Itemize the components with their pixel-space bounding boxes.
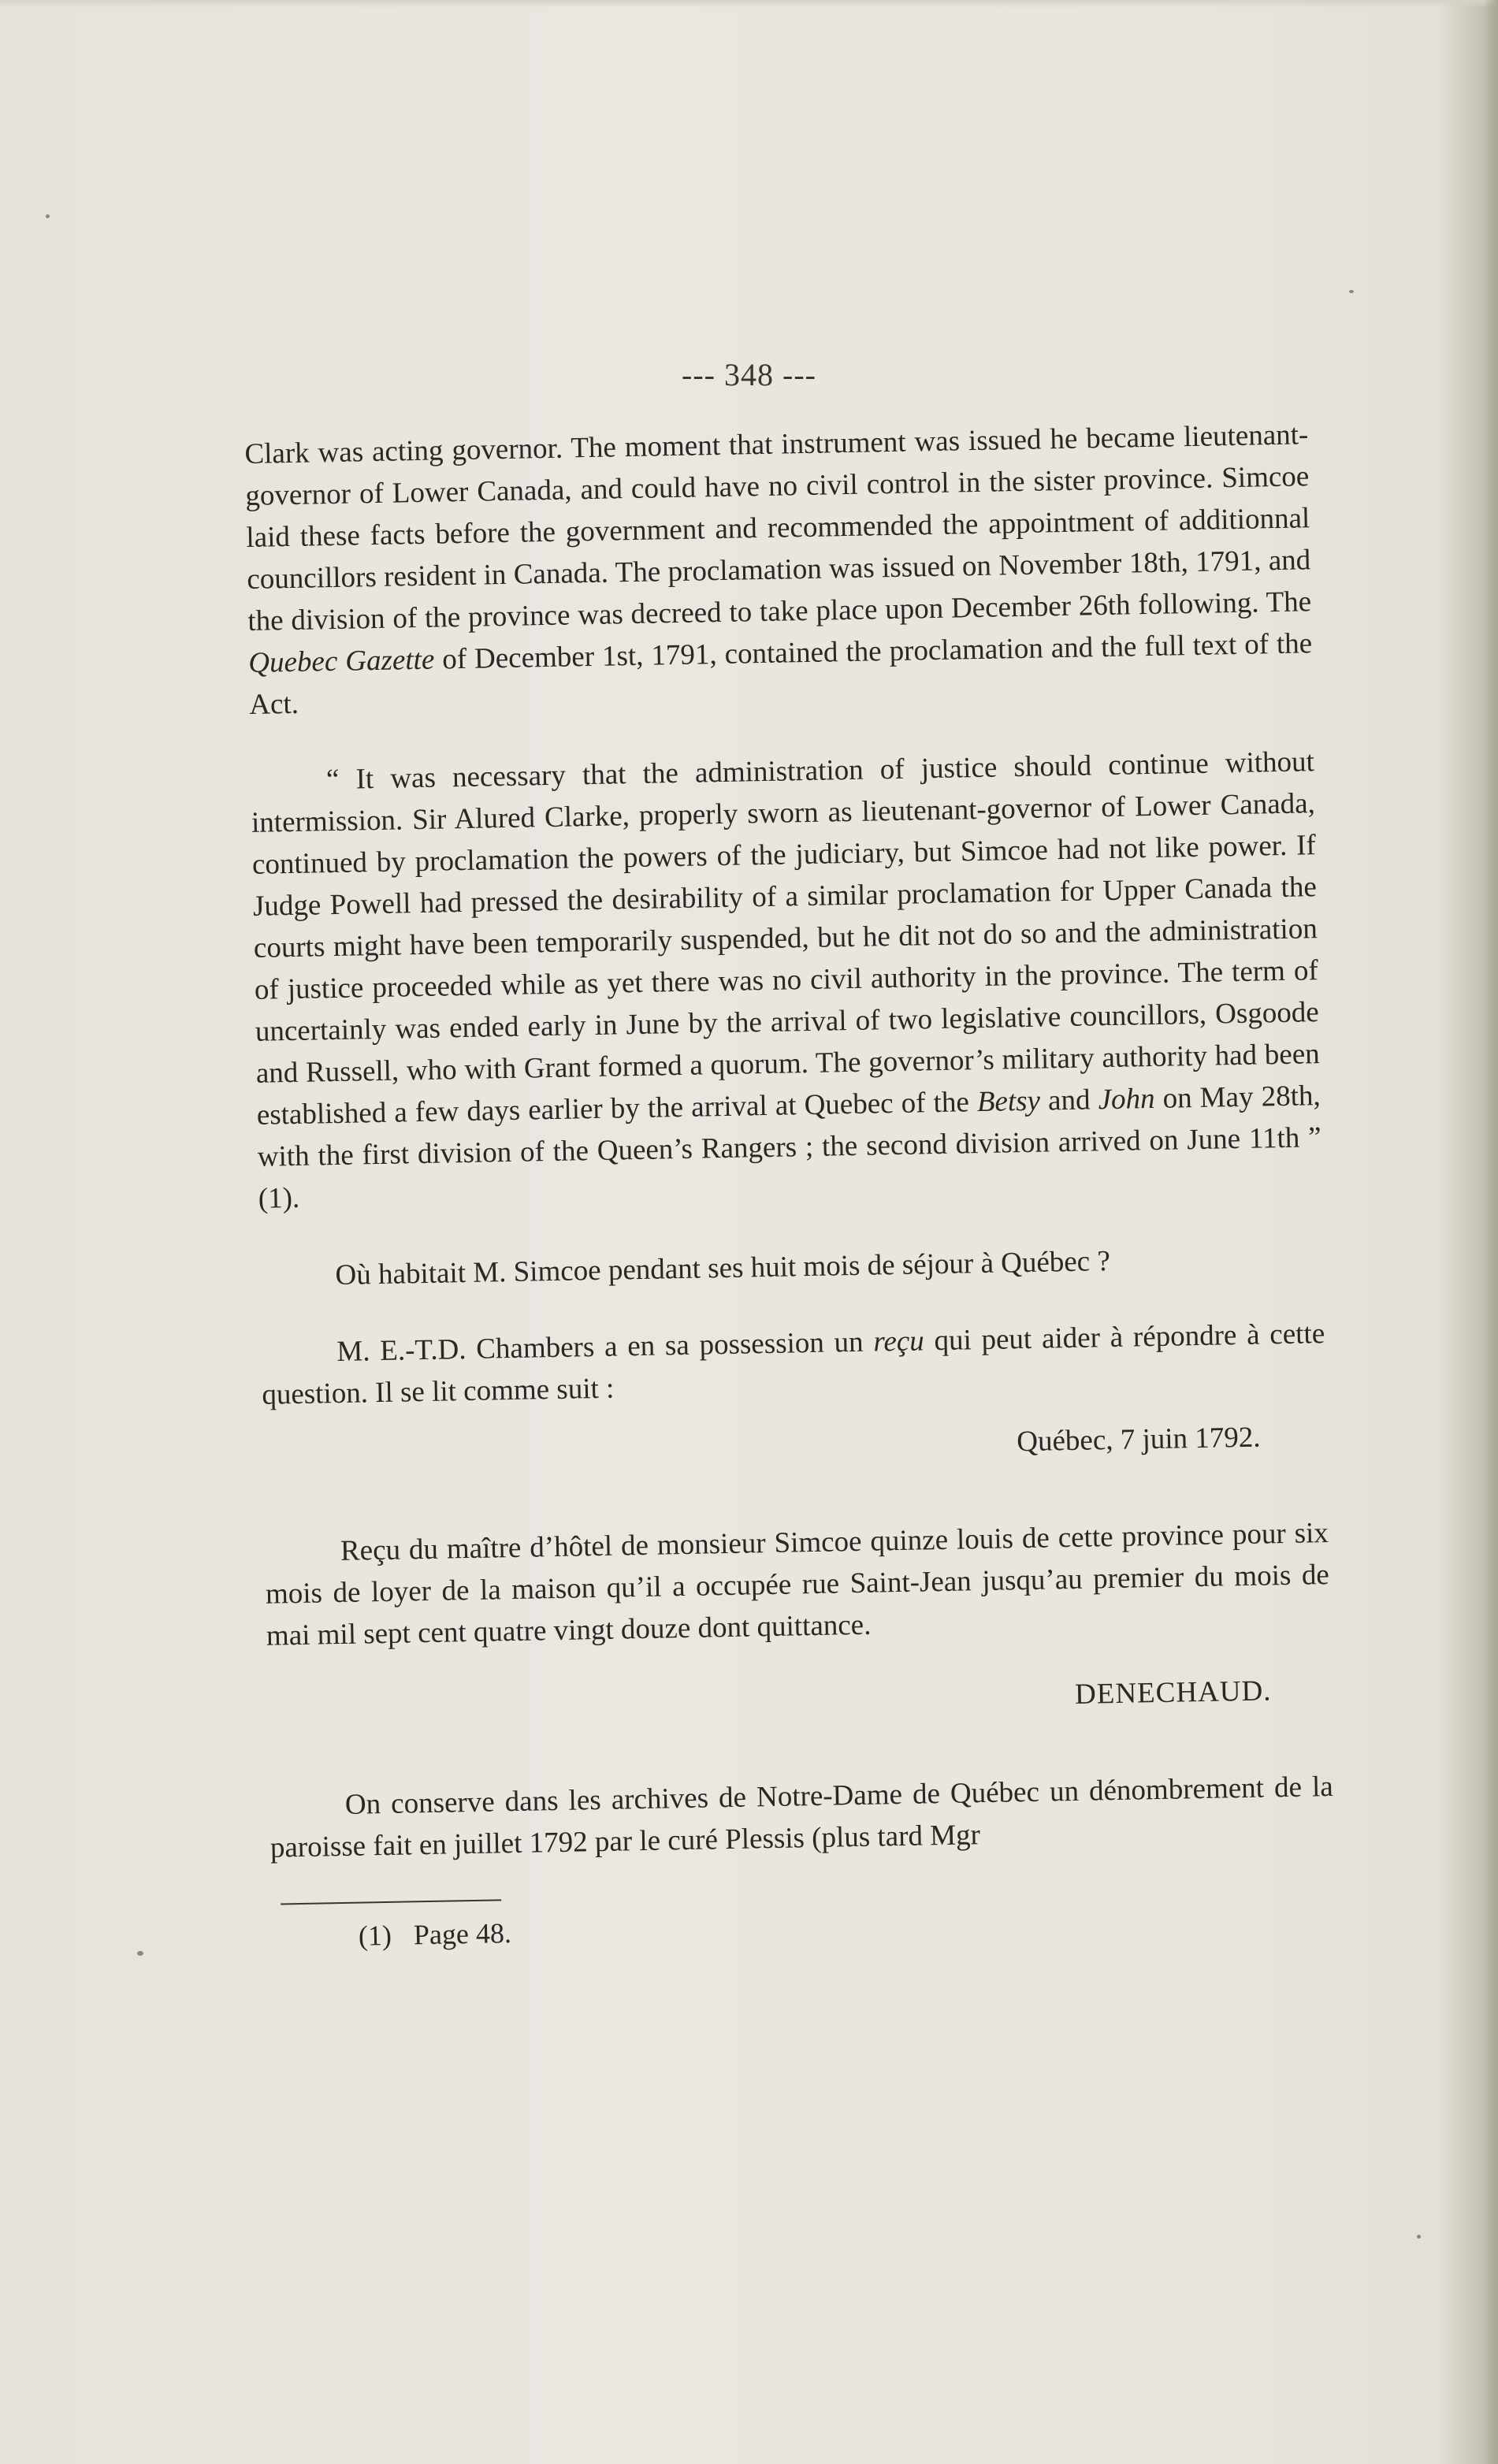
receipt-signature: DENECHAUD. [1074,1674,1272,1711]
quote-text-c: on May 28th, with the first division of the Queen’s Rangers ; the second division arrived on June 11th ” (1). [257,1080,1321,1215]
footnote-rule [281,1899,501,1905]
paragraph-1 [244,414,1314,726]
paper-speck [1417,2235,1421,2239]
footnote-mark: (1) [358,1919,392,1952]
paper-speck [1349,290,1354,293]
paragraph-4-text-b: qui peut aider à répondre à cette question. Il se lit comme suit : [261,1317,1325,1411]
paragraph-3-question: Où habitait M. Simcoe pendant ses huit mois de séjour à Québec ? [335,1245,1111,1292]
body-text [244,414,1336,1955]
receipt-place-date: Québec, 7 juin 1792. [1016,1421,1261,1459]
paper-speck [137,1951,143,1956]
paragraph-2-quote [251,741,1322,1220]
paragraph-1-tail: of December 1st, 1791, contained the proclamation and the full text of the Act. [248,627,1313,721]
footnote [359,1900,1336,1954]
paragraph-4 [261,1313,1326,1416]
page-top-edge [0,0,1498,8]
paragraph-1-text: Clark was acting governor. The moment that instrument was issued he became lieutenant-governor of Lower Canada, and could have no civil control in the sister province. Simcoe laid these facts before the government and recommended the appointment of additionnal councillors resident in Canada. The proclamation was issued on November 18th, 1791, and the division of the province was decreed to take place upon December 26th following. The [244,418,1312,637]
page-number: --- 348 --- [682,357,816,392]
paper-speck [46,214,50,218]
footnote-text: Page 48. [413,1917,512,1951]
receipt-word: reçu [872,1325,925,1358]
quote-text-b: and [1039,1083,1098,1117]
receipt-body: Reçu du maître d’hôtel de monsieur Simcoe quinze louis de cette province pour six mois de loyer de la maison qu’il a occupée rue Saint-Jean jusqu’au premier du mois de mai mil sept cent quatre vingt douze dont quittance. [265,1517,1330,1652]
paragraph-4-text-a: M. E.-T.D. Chambers a en sa possession un [336,1325,874,1369]
ship-name-1: Betsy [976,1084,1041,1119]
newspaper-title: Quebec Gazette [247,643,435,679]
quote-text-a: “ It was necessary that the administration of justice should continue without intermission. Sir Alured Clarke, properly sworn as lieutenant-governor of Lower Canada, continued by proclamation the powers of the judiciary, but Simcoe had not like power. If Judge Powell had pressed the desirability of a similar proclamation for Upper Canada the courts might have been temporarily suspended, but he dit not do so and the administration of justice proceeded while as yet there was no civil authority in the province. The term of uncertainly was ended early in June by the arrival of two legislative councillors, Osgoode and Russell, who with Grant formed a quorum. The governor’s military authority had been established a few days earlier by the arrival at Quebec of the [251,745,1321,1132]
ship-name-2: John [1098,1082,1155,1117]
closing-paragraph: On conserve dans les archives de Notre-Dame de Québec un dénombrement de la paroisse fait en juillet 1792 par le curé Plessis (plus tard Mgr [269,1770,1334,1864]
